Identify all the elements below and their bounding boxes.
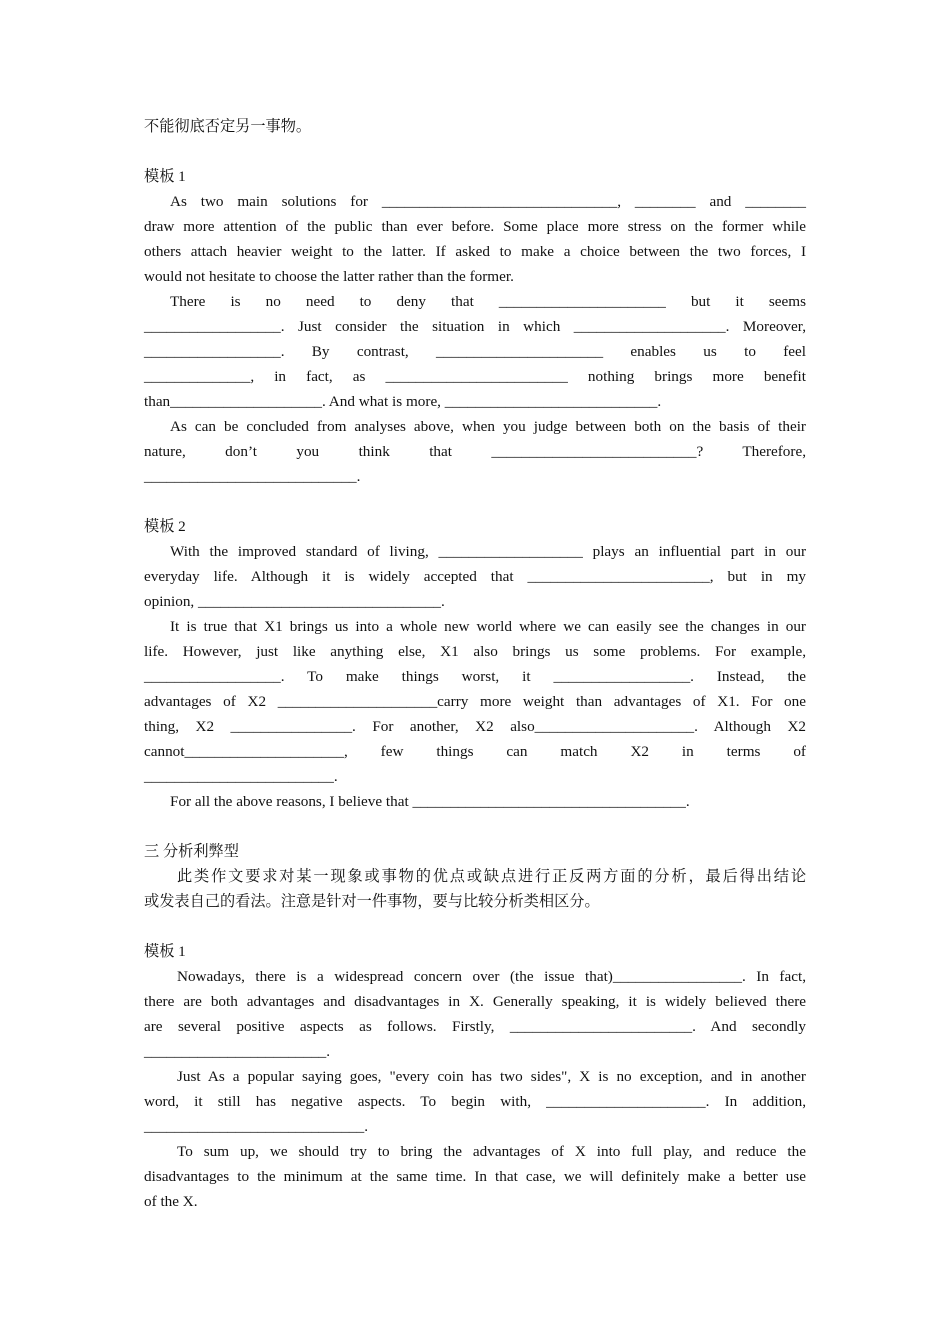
document-page — [144, 114, 806, 1214]
text-line: As can be concluded from analyses above, when you judge between both on the basis of their — [170, 418, 806, 435]
text-line: cannot_____________________, few things can match X2 in terms of — [144, 743, 806, 760]
text-line: 此类作文要求对某一现象或事物的优点或缺点进行正反两方面的分析，最后得出结论 — [177, 868, 806, 885]
text-line: everyday life. Although it is widely accepted that ________________________, but in my — [144, 568, 806, 585]
section-3-paragraph-3 — [144, 1139, 806, 1214]
text-line: __________________. Just consider the situation in which ____________________. Moreover, — [144, 318, 806, 335]
text-line: than____________________. And what is more, ____________________________. — [144, 393, 662, 410]
section-3-paragraph-1 — [144, 964, 806, 1064]
text-line: As two main solutions for _______________________________, ________ and ________ — [170, 193, 806, 210]
template-1-paragraph-3 — [144, 414, 806, 489]
spacer — [144, 814, 806, 839]
top-line: 不能彻底否定另一事物。 — [144, 118, 312, 135]
text-line: are several positive aspects as follows. Firstly, ________________________. And secondly — [144, 1018, 806, 1035]
spacer — [144, 914, 806, 939]
section-3-heading: 三 分析利弊型 — [144, 843, 239, 860]
spacer — [144, 489, 806, 514]
section-3-template-1-heading: 模板 1 — [144, 943, 186, 960]
template-2-paragraph-2 — [144, 614, 806, 789]
template-2-heading: 模板 2 — [144, 518, 186, 535]
text-line: _________________________. — [144, 768, 338, 785]
text-line: __________________. To make things worst, it __________________. Instead, the — [144, 668, 806, 685]
text-line: disadvantages to the minimum at the same time. In that case, we will definitely make a better use — [144, 1168, 806, 1185]
text-line: opinion, ________________________________. — [144, 593, 445, 610]
section-3-paragraph-2 — [144, 1064, 806, 1139]
text-line: there are both advantages and disadvantages in X. Generally speaking, it is widely believed there — [144, 993, 806, 1010]
text-line: thing, X2 ________________. For another, X2 also_____________________. Although X2 — [144, 718, 806, 735]
text-line: _____________________________. — [144, 1118, 369, 1135]
text-line: __________________. By contrast, ______________________ enables us to feel — [144, 343, 806, 360]
text-line: others attach heavier weight to the latter. If asked to make a choice between the two forces, I — [144, 243, 806, 260]
text-line: With the improved standard of living, ___________________ plays an influential part in our — [170, 543, 806, 560]
template-1-heading: 模板 1 — [144, 168, 186, 185]
section-3-intro — [144, 864, 806, 914]
text-line: Nowadays, there is a widespread concern over (the issue that)_________________. In fact, — [177, 968, 806, 985]
text-line: nature, don’t you think that ___________________________? Therefore, — [144, 443, 806, 460]
text-line: would not hesitate to choose the latter rather than the former. — [144, 268, 514, 285]
text-line: life. However, just like anything else, X1 also brings us some problems. For example, — [144, 643, 806, 660]
text-line: word, it still has negative aspects. To begin with, _____________________. In addition, — [144, 1093, 806, 1110]
text-line: 或发表自己的看法。注意是针对一件事物，要与比较分析类相区分。 — [144, 893, 600, 910]
text-line: of the X. — [144, 1193, 198, 1210]
text-line: ________________________. — [144, 1043, 331, 1060]
text-line: Just As a popular saying goes, "every coin has two sides", X is no exception, and in another — [177, 1068, 806, 1085]
text-line: It is true that X1 brings us into a whole new world where we can easily see the changes in our — [170, 618, 806, 635]
text-line: ______________, in fact, as ________________________ nothing brings more benefit — [144, 368, 806, 385]
spacer — [144, 139, 806, 164]
template-2-paragraph-3 — [144, 789, 806, 814]
text-line: There is no need to deny that ______________________ but it seems — [170, 293, 806, 310]
template-1-paragraph-1 — [144, 189, 806, 289]
template-1-paragraph-2 — [144, 289, 806, 414]
text-line: For all the above reasons, I believe that ____________________________________. — [170, 793, 690, 810]
text-line: ____________________________. — [144, 468, 361, 485]
text-line: advantages of X2 _____________________carry more weight than advantages of X1. For one — [144, 693, 806, 710]
template-2-paragraph-1 — [144, 539, 806, 614]
text-line: To sum up, we should try to bring the advantages of X into full play, and reduce the — [177, 1143, 806, 1160]
text-line: draw more attention of the public than ever before. Some place more stress on the former while — [144, 218, 806, 235]
